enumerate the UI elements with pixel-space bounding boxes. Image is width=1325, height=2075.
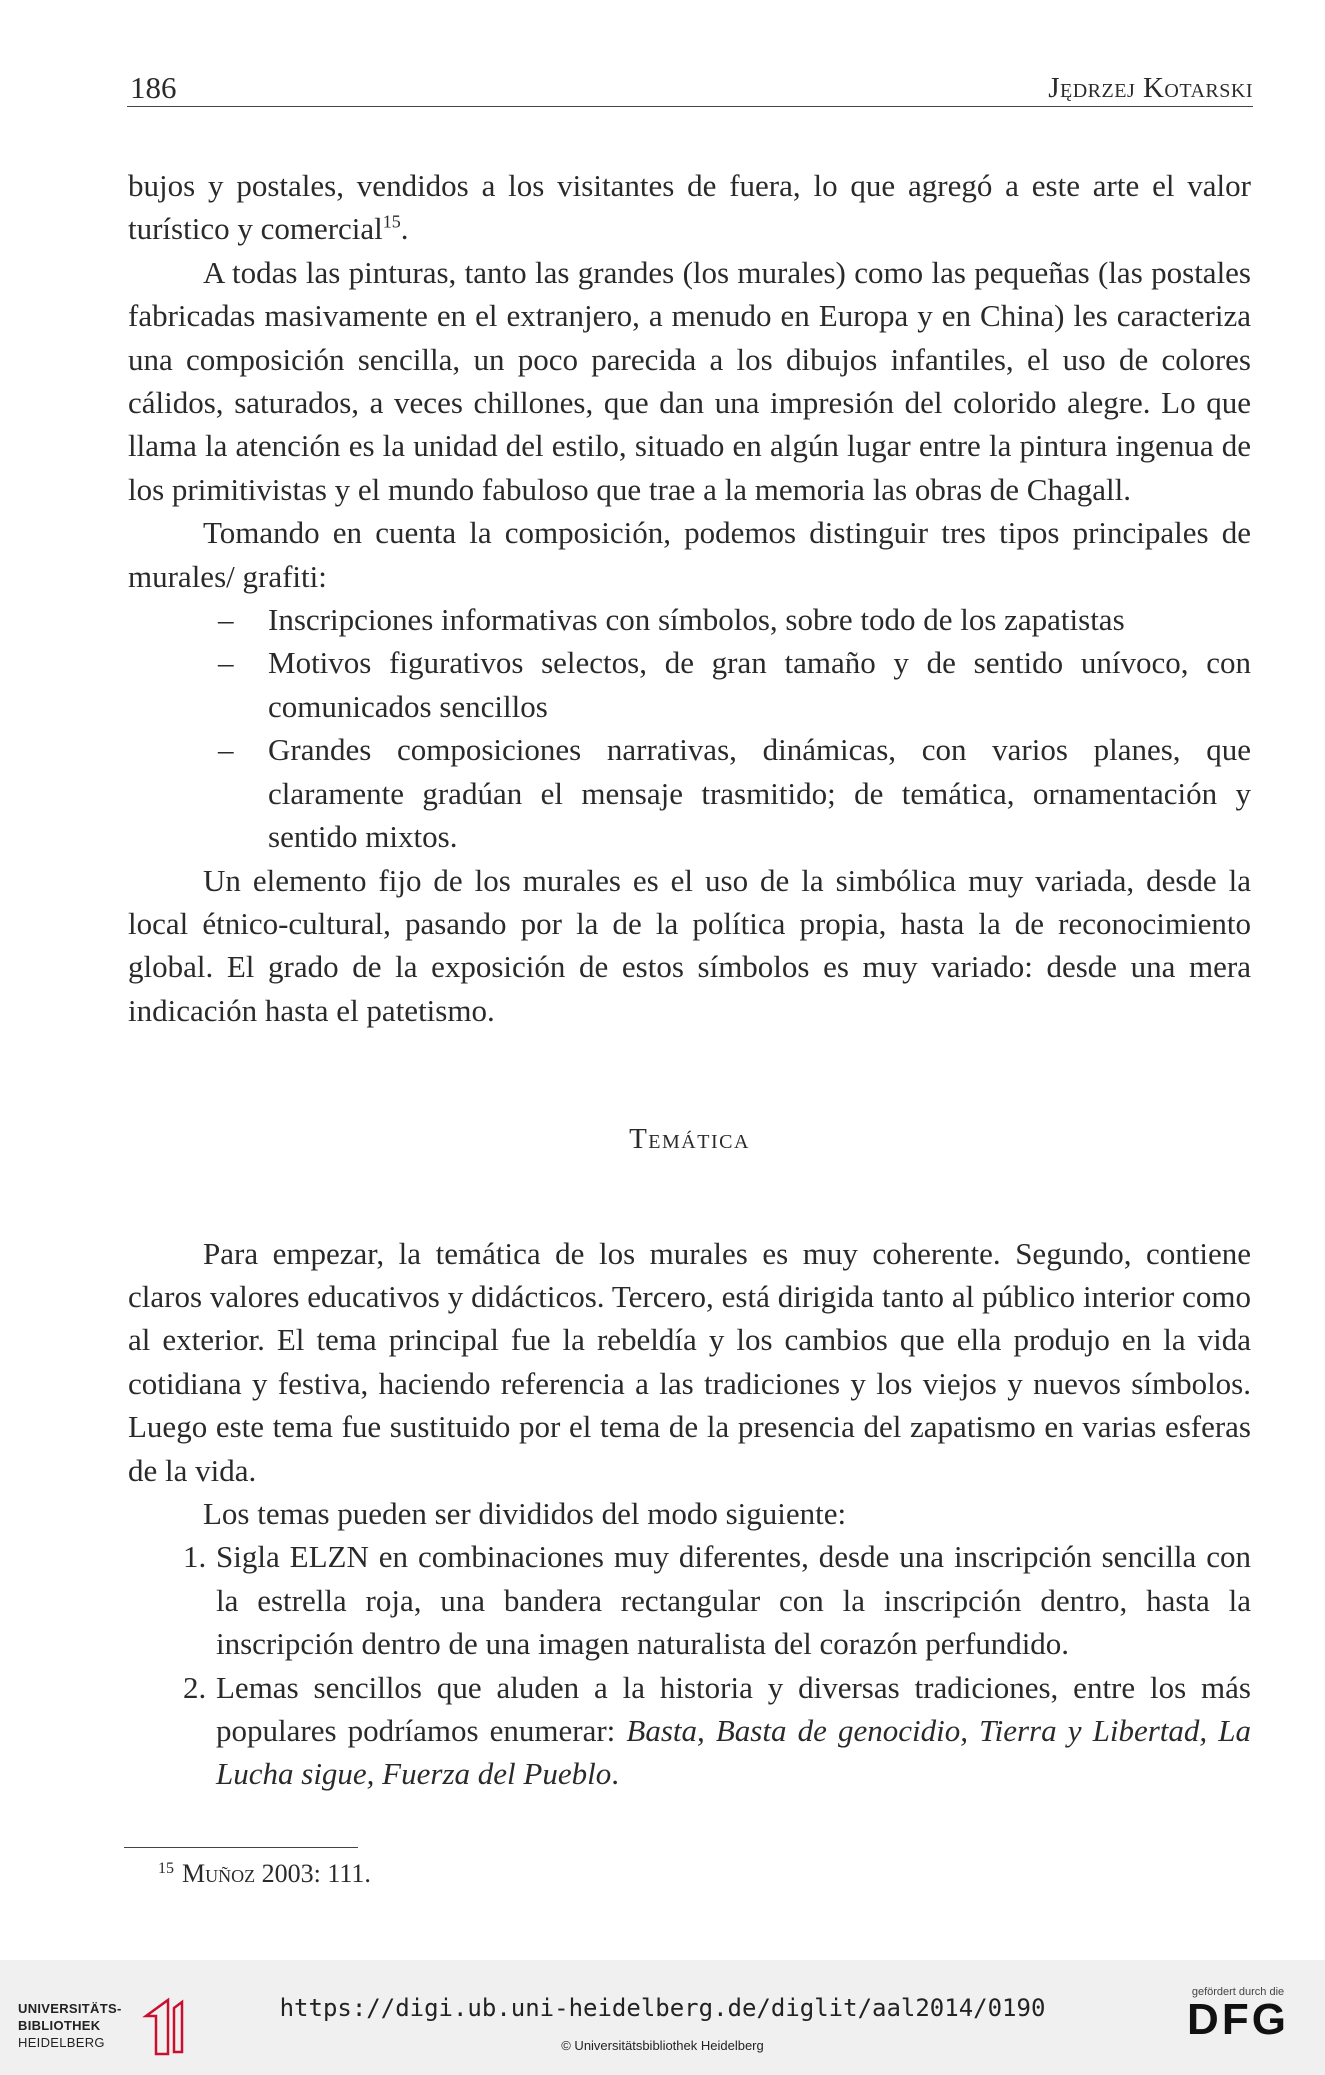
- list-dash: –: [218, 732, 234, 768]
- list-item-end: .: [611, 1756, 619, 1792]
- list-dash: –: [218, 645, 234, 681]
- footnote-rule: [124, 1847, 358, 1848]
- permalink-url[interactable]: https://digi.ub.uni-heidelberg.de/diglit/aal2014/0190: [279, 1994, 1046, 2022]
- funder-block[interactable]: [1173, 1986, 1303, 2042]
- paragraph-5: Para empezar, la temática de los murales es muy coherente. Segundo, contiene claros valores educativos y didácticos. Tercero, está dirigida tanto al público interior como al exterior. El tema principal fue la rebeldía y los cambios que ella produjo en la vida cotidiana y festiva, haciendo referencia a las tradiciones y los viejos y nuevos símbolos. Luego este tema fue sustituido por el tema de la presencia del zapatismo en varias esferas de la vida.: [128, 1235, 1251, 1488]
- library-name-line2: BIBLIOTHEK: [18, 2018, 101, 2033]
- slogans-italic: Basta, Basta de genocidio, Tierra y Libertad, La Lucha sigue, Fuerza del Pueblo: [216, 1713, 1251, 1792]
- page-number: 186: [130, 70, 177, 105]
- copyright-text: © Universitätsbibliothek Heidelberg: [561, 2038, 764, 2053]
- running-head-author: Jędrzej Kotarski: [1048, 72, 1253, 104]
- body-text: [128, 164, 1251, 1796]
- paragraph-4: Un elemento fijo de los murales es el uso de la simbólica muy variada, desde la local étnico-cultural, pasando por la de la política propia, hasta la de reconocimiento global. El grado de la exposición de estos símbolos es muy variado: desde una mera indicación hasta el patetismo.: [128, 862, 1251, 1028]
- footnote-ref-text: 2003: 111.: [261, 1859, 371, 1888]
- paragraph-1-end: .: [400, 211, 409, 247]
- list-item-text: Inscripciones informativas con símbolos, sobre todo de los zapatistas: [268, 602, 1125, 638]
- list-number: 2.: [183, 1669, 207, 1705]
- list-item: [128, 598, 1251, 641]
- list-number: 1.: [183, 1539, 207, 1575]
- list-item: [128, 1666, 1251, 1796]
- digitization-footer: [0, 1960, 1325, 2075]
- footnote: [158, 1859, 371, 1889]
- running-header: [127, 68, 1253, 107]
- list-item-text: Grandes composiciones narrativas, dinámicas, con varios planes, que claramente gradúan el mensaje trasmitido; de temática, ornamentación y sentido mixtos.: [268, 732, 1251, 855]
- footnote-number: 15: [158, 1860, 174, 1877]
- list-dash: –: [218, 602, 234, 638]
- paragraph-1: [128, 164, 1251, 251]
- list-item: [128, 1535, 1251, 1665]
- paragraph-1-text: bujos y postales, vendidos a los visitantes de fuera, lo que agregó a este arte el valor turístico y comercial: [128, 168, 1251, 247]
- dfg-logo-icon: DFG: [1187, 1995, 1289, 2044]
- funding-label: gefördert durch die: [1191, 1986, 1285, 1998]
- mural-types-list: [128, 598, 1251, 858]
- library-name-line1: UNIVERSITÄTS-: [18, 2001, 122, 2016]
- paragraph-2: A todas las pinturas, tanto las grandes (los murales) como las pequeñas (las postales fabricadas masivamente en el extranjero, a menudo en Europa y en China) les caracteriza una composición sencilla, un poco parecida a los dibujos infantiles, el uso de colores cálidos, saturados, a veces chillones, que dan una impresión del colorido alegre. Lo que llama la atención es la unidad del estilo, situado en algún lugar entre la pintura ingenua de los primitivistas y el mundo fabuloso que trae a la memoria las obras de Chagall.: [128, 254, 1251, 507]
- paragraph-3: Tomando en cuenta la composición, podemos distinguir tres tipos principales de murales/ grafiti:: [128, 515, 1251, 594]
- list-item-text: Motivos figurativos selectos, de gran tamaño y de sentido unívoco, con comunicados sencillos: [268, 645, 1251, 724]
- library-name-line3: HEIDELBERG: [18, 2035, 105, 2050]
- list-item: [128, 641, 1251, 728]
- list-item: [128, 728, 1251, 858]
- footnote-author: Muñoz: [182, 1859, 256, 1888]
- section-heading: Temática: [629, 1123, 750, 1156]
- list-item-text: Sigla ELZN en combinaciones muy diferentes, desde una inscripción sencilla con la estrella roja, una bandera rectangular con la inscripción dentro, hasta la inscripción dentro de una imagen naturalista del corazón perfundido.: [216, 1539, 1251, 1662]
- footnote-ref: 15: [382, 212, 401, 233]
- paragraph-6: Los temas pueden ser divididos del modo siguiente:: [203, 1495, 847, 1531]
- list-item-text: Lemas sencillos que aluden a la historia y diversas tradiciones, entre los más populares podríamos enumerar:: [216, 1669, 1251, 1748]
- themes-list: [128, 1535, 1251, 1795]
